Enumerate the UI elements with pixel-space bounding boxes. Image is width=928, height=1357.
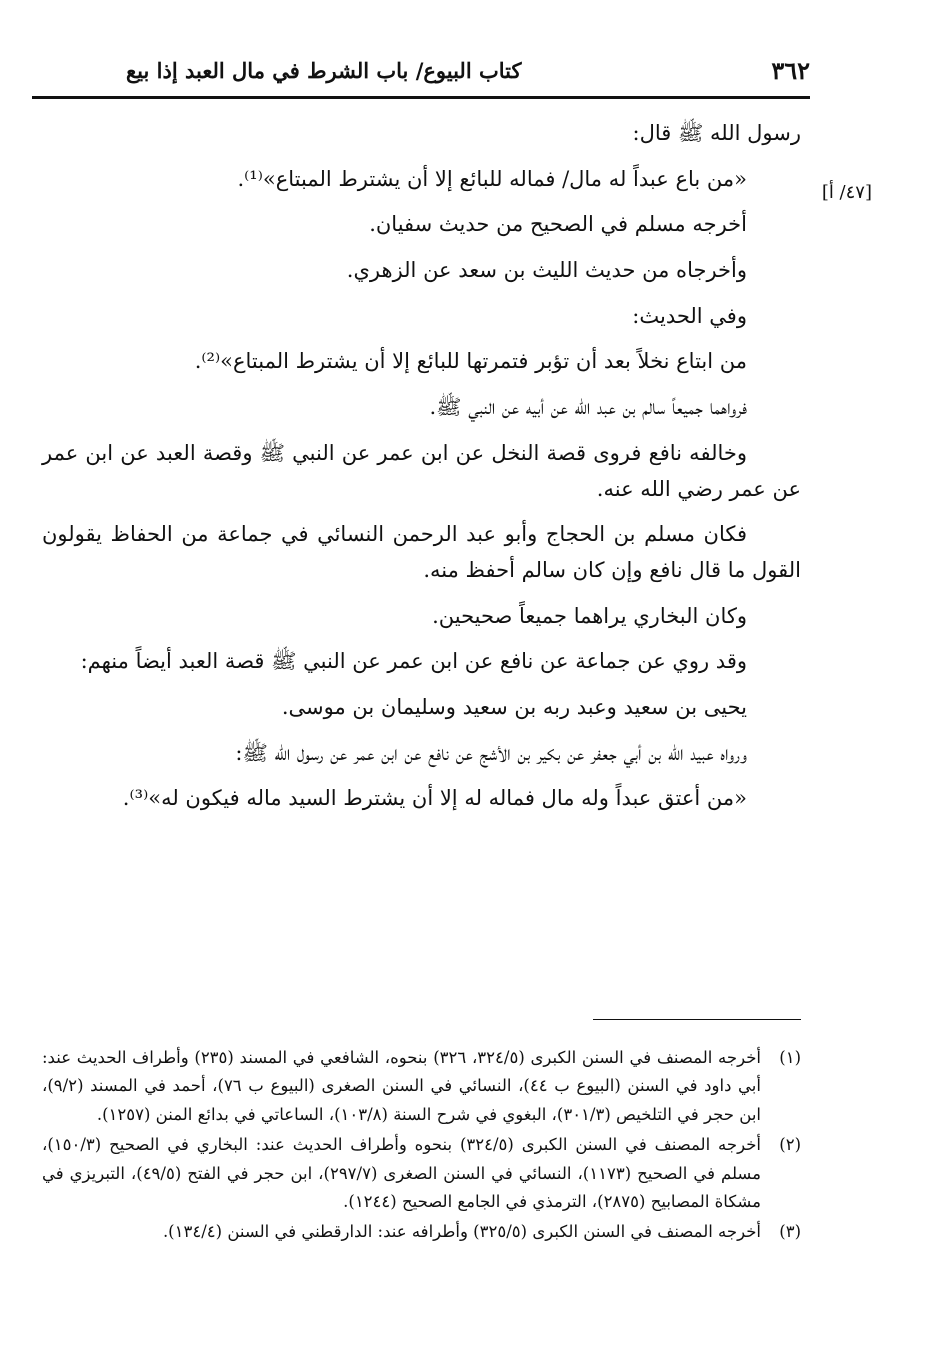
- running-title: كتاب البيوع/ باب الشرط في مال العبد إذا بيع: [126, 58, 522, 83]
- paragraph-9: فكان مسلم بن الحجاج وأبو عبد الرحمن النسائي في جماعة من الحفاظ يقولون القول ما قال نافع وإن كان سالم أحفظ منه.: [42, 522, 801, 582]
- footnote-number: (١): [779, 1048, 801, 1067]
- paragraph-13: ورواه عبيد الله بن أبي جعفر عن بكير بن الأشج عن نافع عن ابن عمر عن رسول الله ﷺ:: [235, 740, 747, 765]
- paragraph-2: «من باع عبداً له مال/ فماله للبائع إلا أن يشترط المبتاع»⁽¹⁾.: [237, 166, 747, 191]
- paragraph-5: وفي الحديث:: [632, 303, 747, 328]
- footnote-number: (٢): [779, 1135, 801, 1155]
- footnote-number: (٣): [779, 1222, 801, 1242]
- paragraph-11: وقد روي عن جماعة عن نافع عن ابن عمر عن النبي ﷺ قصة العبد أيضاً منهم:: [80, 649, 747, 674]
- paragraph-8: وخالفه نافع فروى قصة النخل عن ابن عمر عن النبي ﷺ وقصة العبد عن ابن عمر عن عمر رضي الله عنه.: [42, 440, 801, 501]
- footnote-1: [42, 1044, 801, 1129]
- paragraph-7: فرواهما جميعاً سالم بن عبد الله عن أبيه عن النبي ﷺ.: [429, 395, 747, 420]
- paragraph-6: من ابتاع نخلاً بعد أن تؤبر فتمرتها للبائع إلا أن يشترط المبتاع»⁽²⁾.: [194, 349, 747, 374]
- paragraph-1: رسول الله ﷺ قال:: [632, 121, 801, 145]
- paragraph-14: «من أعتق عبداً وله مال فماله له إلا أن يشترط السيد ماله فيكون له»⁽³⁾.: [122, 786, 747, 811]
- footnote-3: [42, 1218, 801, 1246]
- header-divider: [32, 96, 810, 99]
- footnotes: [42, 1044, 801, 1249]
- footnote-text: أخرجه المصنف في السنن الكبرى (٣٢٤/٥) بنحوه وأطراف الحديث عند: البخاري في الصحيح (١٥٠/٣)، مسلم في الصحيح (١١٧٣)، النسائي في السنن الصغرى (٢٩٧/٧)، ابن حجر في الفتح (٤٩/٥)، التبريزي في مشكاة المصابيح (٢٨٧٥)، الترمذي في الجامع الصحيح (١٢٤٤).: [42, 1135, 761, 1211]
- paragraph-4: وأخرجاه من حديث الليث بن سعد عن الزهري.: [346, 258, 747, 283]
- footnote-2: [42, 1131, 801, 1216]
- paragraph-10: وكان البخاري يراهما جميعاً صحيحين.: [432, 603, 747, 628]
- paragraph-12: يحيى بن سعيد وعبد ربه بن سعيد وسليمان بن موسى.: [281, 694, 747, 719]
- manuscript-folio-marker: [٤٧/ أ]: [821, 182, 872, 203]
- footnote-divider: [593, 1019, 801, 1020]
- footnote-text: أخرجه المصنف في السنن الكبرى (٣٢٤/٥، ٣٢٦) بنحوه، الشافعي في المسند (٢٣٥) وأطراف الحديث عند: أبي داود في السنن (البيوع ب ٤٤)، النسائي في السنن الصغرى (البيوع ب ٧٦)، أحمد في المسند (٩/٢)، ابن حجر في التلخيص (٣٠١/٣)، البغوي في شرح السنة (١٠٣/٨)، الساعاتي في بدائع المنن (١٢٥٧).: [42, 1048, 761, 1124]
- page-header: [126, 52, 810, 96]
- footnote-text: أخرجه المصنف في السنن الكبرى (٣٢٥/٥) وأطرافه عند: الدارقطني في السنن (١٣٤/٤).: [162, 1222, 761, 1242]
- paragraph-3: أخرجه مسلم في الصحيح من حديث سفيان.: [369, 212, 747, 237]
- main-text: [42, 116, 801, 817]
- page-number: ٣٦٢: [771, 56, 810, 85]
